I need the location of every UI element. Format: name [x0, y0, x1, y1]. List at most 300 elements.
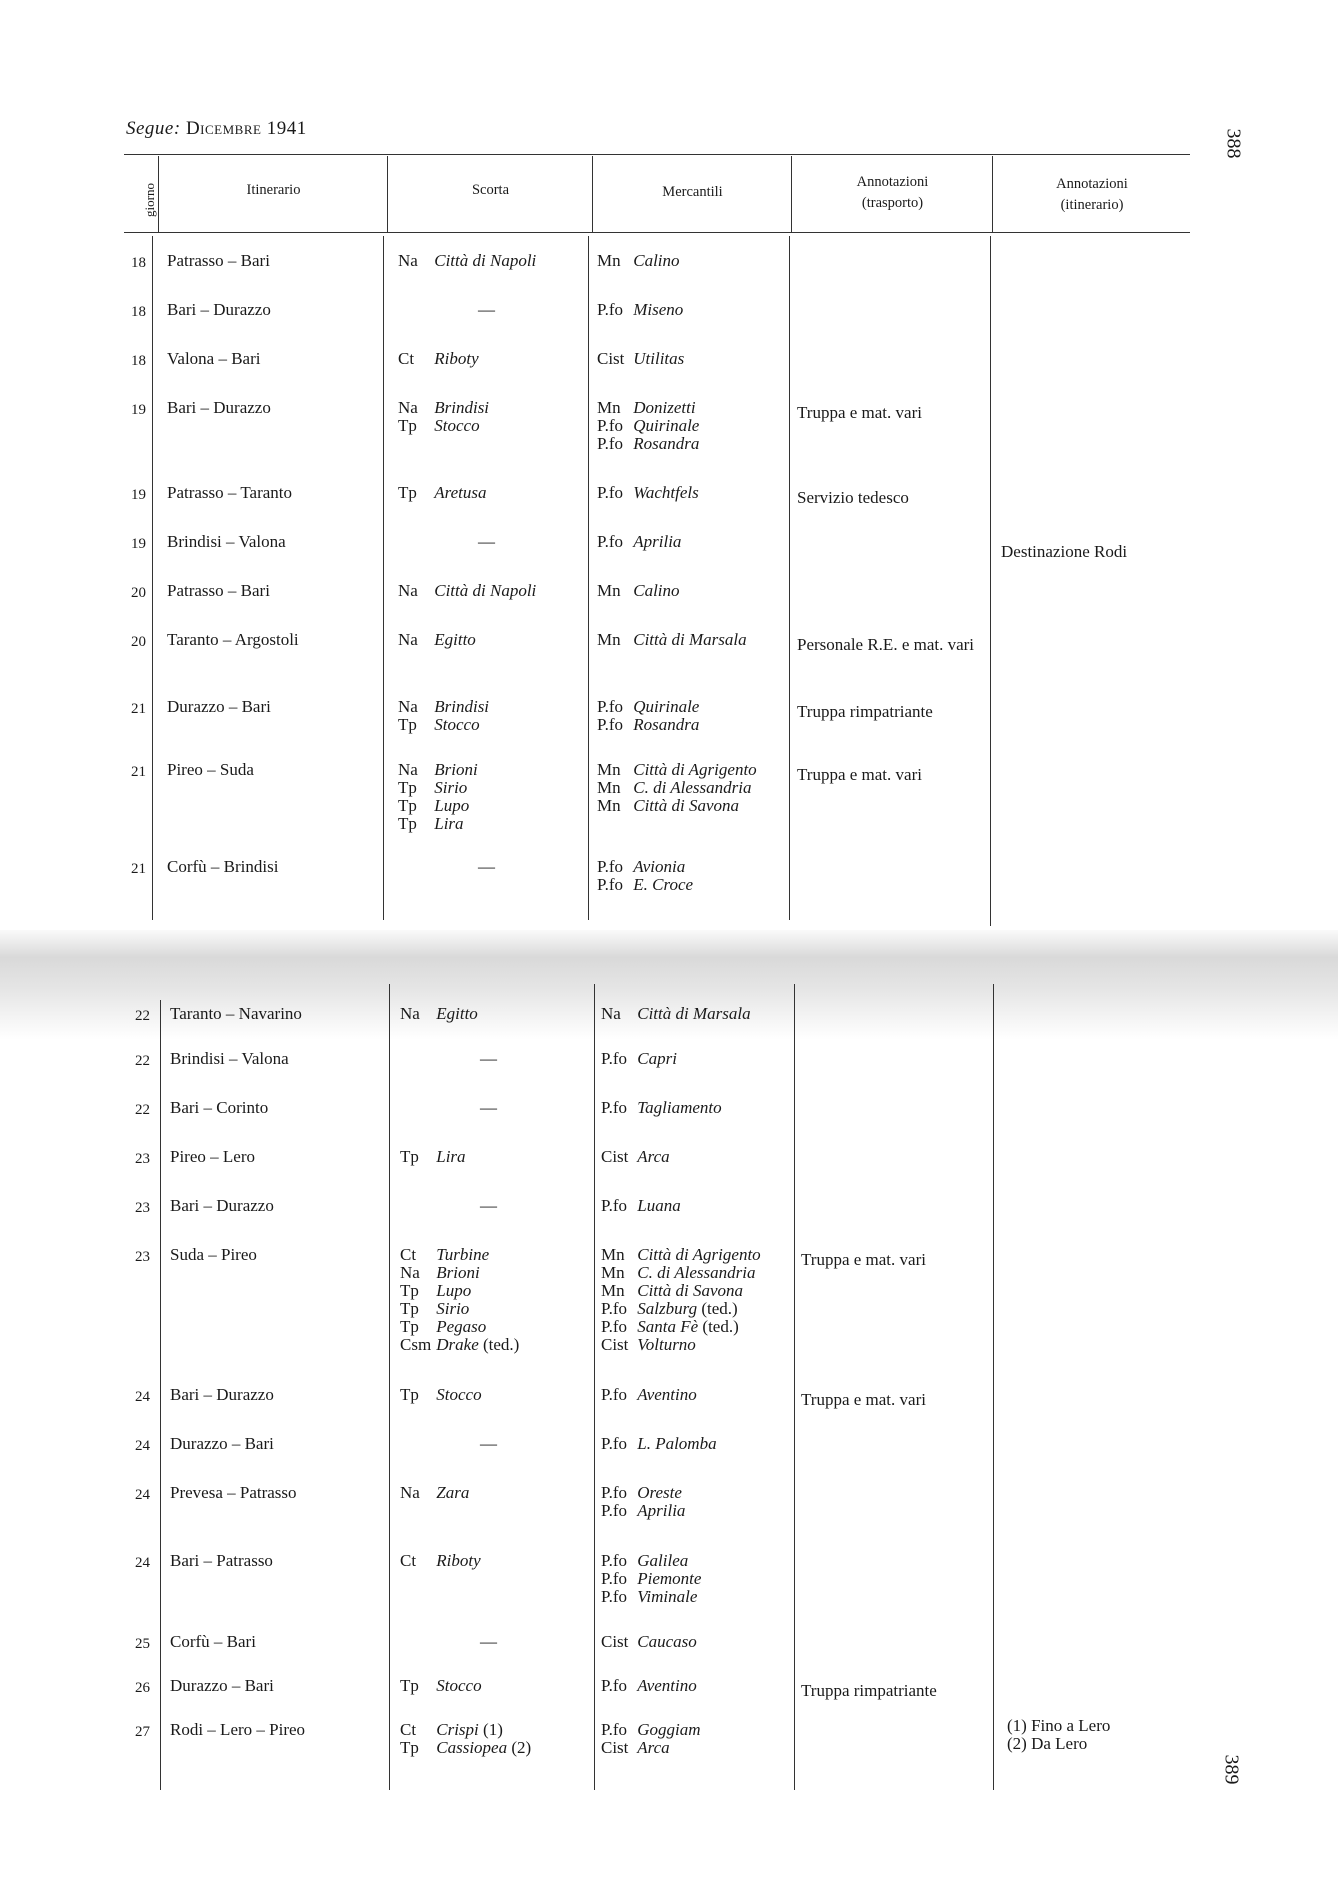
merchant-name: E. Croce: [633, 875, 694, 894]
row-escort: [400, 1050, 497, 1068]
escort-name: Brioni: [436, 1263, 480, 1282]
merchant-name: Città di Agrigento: [637, 1245, 761, 1264]
escort-line: [400, 1739, 531, 1757]
escort-type: Tp: [400, 1738, 419, 1757]
header-top-rule: [124, 154, 1190, 155]
row-day: 22: [135, 1053, 150, 1069]
escort-type: Na: [398, 581, 418, 600]
escort-type: Tp: [400, 1281, 419, 1300]
escort-line: [398, 716, 489, 734]
merchant-type: P.fo: [601, 1587, 627, 1606]
merchant-name: Luana: [637, 1196, 681, 1215]
escort-type: Tp: [398, 778, 417, 797]
header-annotazioni-trasporto-line2: (trasporto): [861, 195, 924, 211]
escort-name: Stocco: [436, 1676, 482, 1695]
escort-type: Tp: [400, 1385, 419, 1404]
column-line: [789, 236, 790, 920]
merchant-line: [597, 631, 747, 649]
row-merchant: [597, 858, 693, 894]
merchant-type: P.fo: [601, 1196, 627, 1215]
dash-no-escort: —: [480, 1098, 497, 1117]
escort-name: Riboty: [436, 1551, 481, 1570]
row-escort: [398, 301, 495, 319]
merchant-type: P.fo: [601, 1483, 627, 1502]
escort-type: Na: [398, 630, 418, 649]
merchant-type: P.fo: [597, 416, 623, 435]
row-annotation-transport: Personale R.E. e mat. vari: [797, 635, 975, 654]
escort-name: Crispi: [436, 1720, 479, 1739]
row-escort: [400, 1677, 482, 1695]
merchant-name: Calino: [633, 251, 680, 270]
merchant-line: [601, 1570, 701, 1588]
row-day: 26: [135, 1680, 150, 1696]
merchant-type: Na: [601, 1004, 621, 1023]
merchant-type: Cist: [601, 1738, 629, 1757]
merchant-name: Arca: [637, 1738, 670, 1757]
escort-type: Tp: [398, 796, 417, 815]
merchant-line: [601, 1050, 677, 1068]
merchant-line: [601, 1739, 701, 1757]
escort-line: [400, 1246, 519, 1264]
row-day: 24: [135, 1438, 150, 1454]
merchant-type: P.fo: [597, 857, 623, 876]
row-annotation-transport: Truppa e mat. vari: [797, 403, 922, 422]
merchant-line: [601, 1484, 685, 1502]
merchant-line: [601, 1677, 697, 1695]
merchant-type: Mn: [601, 1245, 625, 1264]
merchant-name: Wachtfels: [633, 483, 699, 502]
row-escort: [400, 1435, 497, 1453]
escort-type: Tp: [400, 1147, 419, 1166]
merchant-name: C. di Alessandria: [637, 1263, 756, 1282]
row-escort: [398, 484, 487, 502]
row-day: 24: [135, 1389, 150, 1405]
merchant-line: [601, 1588, 701, 1606]
merchant-line: [597, 484, 699, 502]
merchant-type: P.fo: [601, 1385, 627, 1404]
escort-type: Tp: [400, 1317, 419, 1336]
row-annotation-transport: Truppa rimpatriante: [797, 702, 933, 721]
row-escort: [400, 1197, 497, 1215]
escort-line: [398, 301, 495, 319]
escort-name: Riboty: [434, 349, 479, 368]
row-day: 21: [131, 861, 146, 877]
merchant-suffix: (ted.): [702, 1317, 739, 1336]
row-merchant: [601, 1246, 761, 1354]
row-day: 27: [135, 1724, 150, 1740]
merchant-name: Galilea: [637, 1551, 689, 1570]
escort-type: Na: [398, 697, 418, 716]
column-line: [794, 984, 795, 1790]
merchant-line: [601, 1721, 701, 1739]
caption-prefix: Segue:: [126, 118, 181, 139]
merchant-type: Cist: [597, 349, 625, 368]
escort-name: Stocco: [434, 715, 480, 734]
row-itinerary: Patrasso – Bari: [167, 251, 270, 270]
escort-line: [400, 1099, 497, 1117]
merchant-name: Rosandra: [633, 434, 700, 453]
page-caption: [126, 118, 307, 140]
row-merchant: [597, 698, 699, 734]
merchant-line: [597, 858, 693, 876]
escort-line: [398, 484, 487, 502]
row-day: 21: [131, 764, 146, 780]
merchant-type: P.fo: [601, 1434, 627, 1453]
row-day: 23: [135, 1249, 150, 1265]
row-day: 22: [135, 1102, 150, 1118]
row-escort: [400, 1246, 519, 1354]
row-itinerary: Bari – Durazzo: [167, 300, 271, 319]
escort-name: Stocco: [434, 416, 480, 435]
row-itinerary: Brindisi – Valona: [170, 1049, 289, 1068]
row-merchant: [597, 761, 757, 815]
merchant-line: [601, 1264, 761, 1282]
escort-type: Na: [400, 1263, 420, 1282]
row-annotation-transport: Truppa e mat. vari: [801, 1250, 926, 1269]
escort-type: Ct: [398, 349, 415, 368]
escort-suffix: (ted.): [482, 1335, 520, 1354]
row-merchant: [601, 1633, 697, 1651]
escort-line: [400, 1282, 519, 1300]
merchant-name: Tagliamento: [637, 1098, 722, 1117]
row-escort: [398, 761, 478, 833]
merchant-line: [601, 1336, 761, 1354]
row-itinerary: Corfù – Bari: [170, 1632, 256, 1651]
row-merchant: [601, 1099, 722, 1117]
row-annotation-itinerary: Destinazione Rodi: [1001, 542, 1128, 561]
merchant-type: Cist: [601, 1335, 629, 1354]
row-itinerary: Patrasso – Bari: [167, 581, 270, 600]
merchant-name: C. di Alessandria: [633, 778, 752, 797]
merchant-type: P.fo: [601, 1098, 627, 1117]
column-line: [588, 236, 589, 920]
dash-no-escort: —: [478, 857, 495, 876]
merchant-type: Mn: [597, 760, 621, 779]
header-annotazioni-itinerario: [994, 174, 1190, 216]
merchant-type: Cist: [601, 1147, 629, 1166]
row-itinerary: Prevesa – Patrasso: [170, 1483, 297, 1502]
escort-name: Brioni: [434, 760, 478, 779]
merchant-name: Quirinale: [633, 416, 700, 435]
merchant-name: Miseno: [633, 300, 684, 319]
row-day: 18: [131, 255, 146, 271]
row-escort: [398, 858, 495, 876]
escort-line: [398, 761, 478, 779]
escort-name: Sirio: [436, 1299, 470, 1318]
merchant-type: P.fo: [597, 483, 623, 502]
row-escort: [398, 533, 495, 551]
row-escort: [400, 1552, 481, 1570]
page-fold: [0, 930, 1338, 1040]
merchant-line: [601, 1633, 697, 1651]
escort-type: Ct: [400, 1720, 417, 1739]
merchant-type: P.fo: [601, 1299, 627, 1318]
escort-line: [400, 1148, 466, 1166]
merchant-line: [597, 582, 680, 600]
row-day: 22: [135, 1008, 150, 1024]
row-day: 24: [135, 1555, 150, 1571]
merchant-name: Salzburg: [637, 1299, 698, 1318]
page-number-bottom: 389: [1220, 1754, 1243, 1785]
row-merchant: [601, 1050, 677, 1068]
row-itinerary: Pireo – Suda: [167, 760, 254, 779]
escort-name: Brindisi: [434, 697, 490, 716]
merchant-type: P.fo: [597, 434, 623, 453]
escort-line: [400, 1005, 478, 1023]
row-day: 18: [131, 304, 146, 320]
row-day: 21: [131, 701, 146, 717]
row-itinerary: Patrasso – Taranto: [167, 483, 293, 502]
row-merchant: [601, 1148, 670, 1166]
row-itinerary: Taranto – Navarino: [170, 1004, 302, 1023]
merchant-line: [601, 1300, 761, 1318]
merchant-type: P.fo: [601, 1720, 627, 1739]
escort-name: Pegaso: [436, 1317, 487, 1336]
merchant-name: Viminale: [637, 1587, 698, 1606]
escort-line: [400, 1721, 531, 1739]
merchant-type: P.fo: [601, 1501, 627, 1520]
row-day: 23: [135, 1151, 150, 1167]
merchant-line: [601, 1197, 681, 1215]
merchant-suffix: (ted.): [701, 1299, 738, 1318]
row-itinerary: Durazzo – Bari: [170, 1676, 274, 1695]
row-annotation-transport: Servizio tedesco: [797, 488, 909, 507]
escort-line: [400, 1435, 497, 1453]
merchant-type: P.fo: [597, 697, 623, 716]
row-itinerary: Durazzo – Bari: [170, 1434, 274, 1453]
row-merchant: [601, 1386, 697, 1404]
escort-line: [398, 779, 478, 797]
column-line: [160, 1000, 161, 1790]
escort-name: Stocco: [436, 1385, 482, 1404]
row-escort: [400, 1005, 478, 1023]
merchant-name: Capri: [637, 1049, 677, 1068]
merchant-name: Aventino: [637, 1385, 697, 1404]
row-merchant: [597, 631, 747, 649]
merchant-line: [597, 797, 757, 815]
merchant-type: Mn: [597, 796, 621, 815]
row-merchant: [601, 1197, 681, 1215]
row-escort: [400, 1721, 531, 1757]
merchant-type: P.fo: [597, 875, 623, 894]
row-merchant: [597, 399, 699, 453]
merchant-type: P.fo: [601, 1049, 627, 1068]
row-escort: [398, 350, 479, 368]
merchant-type: P.fo: [597, 300, 623, 319]
row-itinerary: Bari – Patrasso: [170, 1551, 273, 1570]
row-merchant: [601, 1552, 701, 1606]
row-merchant: [597, 301, 683, 319]
merchant-line: [597, 698, 699, 716]
escort-line: [398, 631, 476, 649]
row-annotation-itinerary: (1) Fino a Lero (2) Da Lero: [1007, 1716, 1111, 1753]
escort-line: [400, 1552, 481, 1570]
merchant-name: Aprilia: [637, 1501, 686, 1520]
escort-name: Zara: [436, 1483, 470, 1502]
merchant-line: [597, 435, 699, 453]
escort-type: Tp: [398, 814, 417, 833]
header-annotazioni-trasporto: [793, 172, 992, 214]
merchant-name: Città di Marsala: [633, 630, 747, 649]
escort-line: [400, 1386, 482, 1404]
merchant-name: Piemonte: [637, 1569, 702, 1588]
row-merchant: [597, 533, 681, 551]
escort-line: [400, 1318, 519, 1336]
escort-line: [398, 698, 489, 716]
merchant-name: Arca: [637, 1147, 670, 1166]
row-merchant: [597, 582, 680, 600]
merchant-line: [601, 1552, 701, 1570]
merchant-type: Mn: [601, 1263, 625, 1282]
escort-line: [398, 582, 536, 600]
header-divider: [387, 156, 388, 232]
escort-name: Aretusa: [434, 483, 487, 502]
merchant-name: Donizetti: [633, 398, 696, 417]
dash-no-escort: —: [480, 1196, 497, 1215]
header-itinerario: Itinerario: [246, 182, 301, 198]
row-escort: [400, 1148, 466, 1166]
escort-name: Egitto: [434, 630, 476, 649]
merchant-name: Aprilia: [633, 532, 682, 551]
escort-suffix: (1): [483, 1720, 503, 1739]
row-day: 20: [131, 585, 146, 601]
merchant-line: [597, 533, 681, 551]
header-divider: [592, 156, 593, 232]
dash-no-escort: —: [480, 1632, 497, 1651]
merchant-type: P.fo: [597, 532, 623, 551]
header-bottom-rule: [124, 232, 1190, 233]
row-itinerary: Pireo – Lero: [170, 1147, 255, 1166]
merchant-name: Santa Fè: [637, 1317, 699, 1336]
merchant-type: Mn: [597, 581, 621, 600]
merchant-type: P.fo: [601, 1551, 627, 1570]
escort-name: Turbine: [436, 1245, 490, 1264]
merchant-name: Città di Savona: [637, 1281, 744, 1300]
merchant-name: L. Palomba: [637, 1434, 717, 1453]
row-annotation-transport: Truppa e mat. vari: [797, 765, 922, 784]
escort-type: Ct: [400, 1551, 417, 1570]
column-line: [993, 984, 994, 1790]
merchant-type: Cist: [601, 1632, 629, 1651]
row-merchant: [597, 350, 684, 368]
merchant-line: [601, 1386, 697, 1404]
merchant-name: Utilitas: [633, 349, 685, 368]
merchant-line: [597, 761, 757, 779]
row-escort: [398, 399, 489, 435]
merchant-line: [601, 1099, 722, 1117]
row-escort: [400, 1099, 497, 1117]
header-annotazioni-itinerario-line2: (itinerario): [1060, 197, 1124, 213]
dash-no-escort: —: [478, 532, 495, 551]
row-itinerary: Durazzo – Bari: [167, 697, 271, 716]
row-merchant: [597, 484, 699, 502]
escort-type: Na: [398, 760, 418, 779]
row-itinerary: Bari – Corinto: [170, 1098, 269, 1117]
escort-name: Egitto: [436, 1004, 478, 1023]
row-merchant: [597, 252, 680, 270]
escort-type: Na: [400, 1004, 420, 1023]
dash-no-escort: —: [478, 300, 495, 319]
merchant-name: Quirinale: [633, 697, 700, 716]
escort-line: [398, 350, 479, 368]
merchant-name: Avionia: [633, 857, 686, 876]
escort-name: Sirio: [434, 778, 468, 797]
merchant-name: Aventino: [637, 1676, 697, 1695]
merchant-name: Città di Marsala: [637, 1004, 751, 1023]
row-itinerary: Suda – Pireo: [170, 1245, 257, 1264]
escort-line: [400, 1300, 519, 1318]
row-escort: [398, 698, 489, 734]
header-scorta: Scorta: [471, 182, 510, 198]
column-line: [389, 984, 390, 1790]
escort-name: Drake: [436, 1335, 479, 1354]
row-itinerary: Bari – Durazzo: [167, 398, 271, 417]
escort-line: [398, 399, 489, 417]
escort-line: [400, 1197, 497, 1215]
escort-type: Csm: [400, 1335, 432, 1354]
header-mercantili: Mercantili: [662, 184, 723, 200]
escort-type: Tp: [398, 483, 417, 502]
escort-suffix: (2): [511, 1738, 532, 1757]
row-itinerary: Bari – Durazzo: [170, 1385, 274, 1404]
merchant-name: Città di Savona: [633, 796, 740, 815]
merchant-line: [601, 1318, 761, 1336]
escort-line: [400, 1484, 469, 1502]
row-itinerary: Brindisi – Valona: [167, 532, 286, 551]
row-escort: [400, 1484, 469, 1502]
escort-name: Città di Napoli: [434, 581, 537, 600]
merchant-line: [597, 779, 757, 797]
escort-name: Lupo: [436, 1281, 472, 1300]
merchant-type: Mn: [601, 1281, 625, 1300]
merchant-line: [601, 1282, 761, 1300]
escort-type: Tp: [400, 1676, 419, 1695]
dash-no-escort: —: [480, 1434, 497, 1453]
row-day: 20: [131, 634, 146, 650]
escort-type: Tp: [398, 715, 417, 734]
merchant-line: [597, 399, 699, 417]
header-divider: [791, 156, 792, 232]
escort-type: Na: [398, 398, 418, 417]
merchant-type: Mn: [597, 630, 621, 649]
escort-line: [398, 858, 495, 876]
header-annotazioni-trasporto-line1: Annotazioni: [856, 174, 929, 190]
row-escort: [398, 631, 476, 649]
merchant-line: [597, 301, 683, 319]
escort-type: Na: [400, 1483, 420, 1502]
row-escort: [400, 1633, 497, 1651]
escort-name: Lira: [436, 1147, 466, 1166]
merchant-type: Mn: [597, 778, 621, 797]
row-merchant: [601, 1677, 697, 1695]
escort-line: [398, 417, 489, 435]
merchant-type: P.fo: [601, 1569, 627, 1588]
escort-type: Na: [398, 251, 418, 270]
row-annotation-transport: Truppa rimpatriante: [801, 1681, 937, 1700]
row-annotation-transport: Truppa e mat. vari: [801, 1390, 926, 1409]
row-day: 23: [135, 1200, 150, 1216]
escort-line: [400, 1050, 497, 1068]
row-itinerary: Valona – Bari: [167, 349, 261, 368]
caption-month: Dicembre 1941: [185, 118, 307, 139]
merchant-type: Mn: [597, 398, 621, 417]
row-itinerary: Rodi – Lero – Pireo: [170, 1720, 306, 1739]
merchant-type: P.fo: [597, 715, 623, 734]
merchant-line: [601, 1148, 670, 1166]
merchant-name: Caucaso: [637, 1632, 697, 1651]
row-day: 24: [135, 1487, 150, 1503]
merchant-name: Calino: [633, 581, 680, 600]
